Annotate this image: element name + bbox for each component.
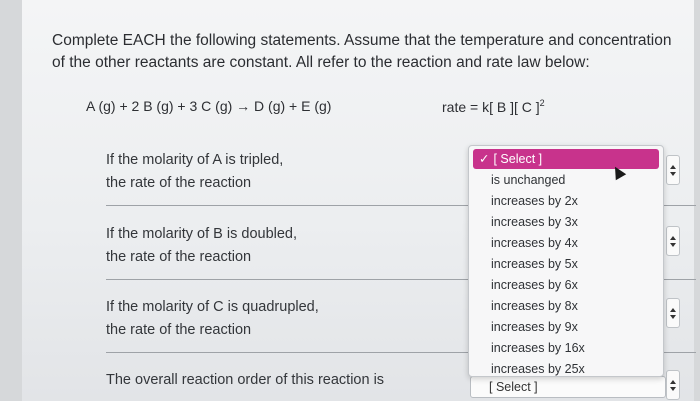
select-4-arrows[interactable] (666, 370, 680, 400)
statement-4-line1: The overall reaction order of this reaction is (106, 372, 385, 388)
dropdown-option[interactable]: increases by 2x (491, 194, 578, 208)
statement-2 (106, 223, 297, 269)
dropdown-option-select[interactable] (473, 149, 659, 169)
rate-law (442, 98, 545, 115)
statement-1 (106, 149, 283, 195)
statement-3-line1: If the molarity of C is quadrupled, (106, 299, 319, 315)
dropdown-option[interactable]: is unchanged (491, 173, 566, 187)
dropdown-option[interactable]: increases by 3x (491, 215, 578, 229)
statement-3 (106, 296, 319, 342)
overall-order-select[interactable]: [ Select ] (470, 376, 666, 398)
statement-2-line2: the rate of the reaction (106, 249, 252, 265)
select-3-arrows[interactable] (666, 298, 680, 328)
statement-1-line1: If the molarity of A is tripled, (106, 152, 284, 168)
statement-2-line1: If the molarity of B is doubled, (106, 226, 298, 242)
reaction-equation: A (g) + 2 B (g) + 3 C (g) → D (g) + E (g) (86, 98, 332, 114)
select-1-arrows[interactable] (666, 155, 680, 185)
checkmark-icon: ✓ (479, 152, 490, 166)
dropdown-option-label: [ Select ] (493, 152, 543, 166)
statement-1-line2: the rate of the reaction (106, 175, 252, 191)
dropdown-option[interactable]: increases by 25x (491, 362, 585, 376)
dropdown-option[interactable]: increases by 4x (491, 236, 578, 250)
rate-law-text: rate = k[ B ][ C ] (442, 99, 540, 115)
dropdown-option[interactable]: increases by 5x (491, 257, 578, 271)
select-2-arrows[interactable] (666, 226, 680, 256)
dropdown-option[interactable]: increases by 16x (491, 341, 585, 355)
dropdown-option[interactable]: increases by 6x (491, 278, 578, 292)
chevron-up-icon (670, 308, 676, 312)
chevron-down-icon (670, 172, 676, 176)
dropdown-option[interactable]: increases by 9x (491, 320, 578, 334)
chevron-up-icon (670, 165, 676, 169)
chevron-down-icon (670, 387, 676, 391)
question-prompt: Complete EACH the following statements. Assume that the temperature and concentration of the other reactants are constant. All refer to the reaction and rate law below: (52, 32, 672, 71)
rate-change-dropdown[interactable] (468, 145, 664, 377)
chevron-down-icon (670, 243, 676, 247)
statement-4 (106, 369, 384, 392)
rate-law-exponent: 2 (539, 98, 545, 108)
chevron-up-icon (670, 380, 676, 384)
dropdown-option[interactable]: increases by 8x (491, 299, 578, 313)
chevron-up-icon (670, 236, 676, 240)
chevron-down-icon (670, 315, 676, 319)
statement-3-line2: the rate of the reaction (106, 322, 252, 338)
